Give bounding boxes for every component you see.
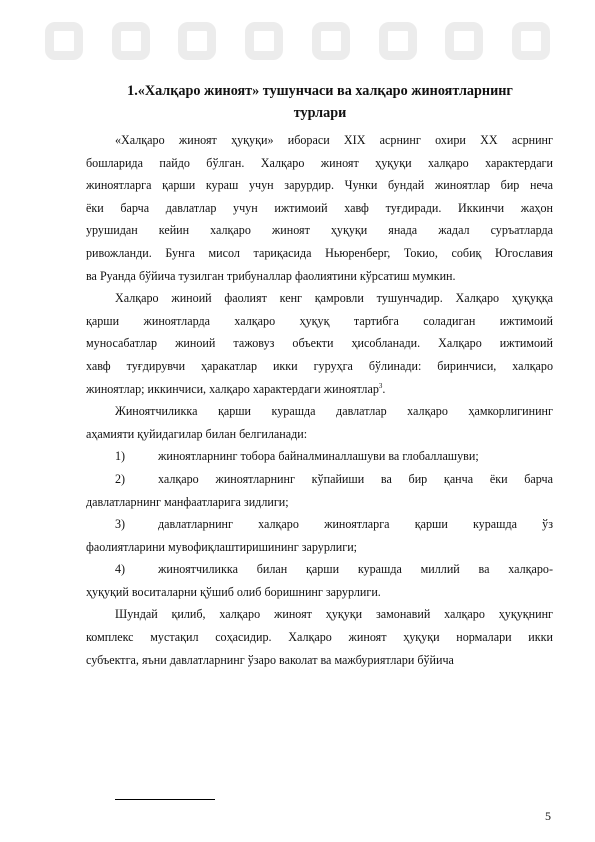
text-line: Жиноятчиликка қарши курашда давлатлар халқаро ҳамкорлигининг (115, 404, 553, 419)
text-line: Шундай қилиб, халқаро жиноят ҳуқуқи замонавий халқаро ҳуқуқнинг (115, 607, 553, 622)
list-item-text: жиноятларнинг тобора байналминаллашуви ва глобаллашуви; (158, 449, 479, 464)
list-item-text: халқаро жиноятларнинг кўпайиши ва бир қанча ёки барча (158, 471, 553, 486)
paragraph-4 (86, 603, 553, 671)
list-item-text: давлатларнинг халқаро жиноятларга қарши курашда ўз (158, 517, 553, 532)
text-line: ёки барча давлатлар учун ижтимоий хавф туғдиради. Иккинчи жаҳон (86, 200, 553, 215)
list-item-text: жиноятчиликка билан қарши курашда миллий ва халқаро- (158, 562, 553, 577)
text-line: қарши жиноятларда халқаро ҳуқуқ тартибга соладиган ижтимоий (86, 313, 553, 328)
list-item-number: 4) (115, 562, 126, 577)
text-line: хавф туғдирувчи ҳаракатлар икки гуруҳга бўлинади: биринчиси, халқаро (86, 358, 553, 373)
text-line (86, 378, 553, 401)
footnote-reference[interactable]: 3 (378, 381, 383, 390)
list-item (86, 445, 553, 468)
text-line: субъектга, яъни давлатларнинг ўзаро ваколат ва мажбуриятлари бўйича (86, 652, 454, 667)
background-watermark (45, 8, 550, 74)
list-item-number: 3) (115, 517, 126, 532)
list-item (86, 513, 553, 536)
text-span: . (382, 381, 386, 396)
body-text (86, 129, 553, 671)
text-line: ривожланди. Бунга мисол тариқасида Ньюренберг, Токио, собиқ Югославия (86, 245, 553, 260)
list-item-continuation: ҳуқуқий воситаларни қўшиб олиб боришнинг зарурлиги. (86, 584, 381, 599)
text-line: комплекс мустақил соҳасидир. Халқаро жиноят ҳуқуқи нормалари икки (86, 630, 553, 645)
list-item (86, 468, 553, 491)
text-line: Халқаро жиноий фаолият кенг қамровли тушунчадир. Халқаро ҳуқуққа (115, 291, 553, 306)
section-title-line-1: 1.«Халқаро жиноят» тушунчаси ва халқаро жиноятларнинг (127, 83, 513, 99)
text-line: урушидан кейин халқаро жиноят ҳуқуқи янада жадал суръатларда (86, 223, 553, 238)
section-title-line-2: турлари (293, 105, 347, 121)
text-line: аҳамияти қуйидагилар билан белгиланади: (86, 426, 308, 441)
page-number: 5 (545, 809, 551, 823)
text-line: «Халқаро жиноят ҳуқуқи» ибораси XIX асрнинг охири XX асрнинг (115, 133, 553, 147)
list-item-number: 2) (115, 471, 126, 486)
paragraph-2 (86, 287, 553, 400)
text-line: муносабатлар жиноий тажовуз объекти ҳисобланади. Халқаро ижтимоий (86, 336, 553, 351)
text-line: жиноятларга қарши кураш учун зарурдир. Чунки бундай жиноятлар бир неча (86, 178, 553, 193)
list-item (86, 558, 553, 581)
list-item-continuation: фаолиятларини мувофиқлаштиришининг зарурлиги; (86, 539, 358, 554)
text-span: жиноятлар; иккинчиси, халқаро характердаги жиноятлар (86, 381, 379, 396)
list-item-continuation: давлатларнинг манфаатларига зидлиги; (86, 494, 289, 509)
list-item-number: 1) (115, 449, 126, 464)
paragraph-3 (86, 400, 553, 445)
text-line: бошларида пайдо бўлган. Халқаро жиноят ҳуқуқи халқаро характердаги (86, 155, 553, 170)
numbered-list (86, 445, 553, 603)
paragraph-1 (86, 129, 553, 287)
section-title (80, 80, 560, 124)
footnote-separator (115, 799, 215, 800)
text-line: ва Руанда бўйича тузилган трибуналлар фаолиятини кўрсатиш мумкин. (86, 268, 456, 283)
